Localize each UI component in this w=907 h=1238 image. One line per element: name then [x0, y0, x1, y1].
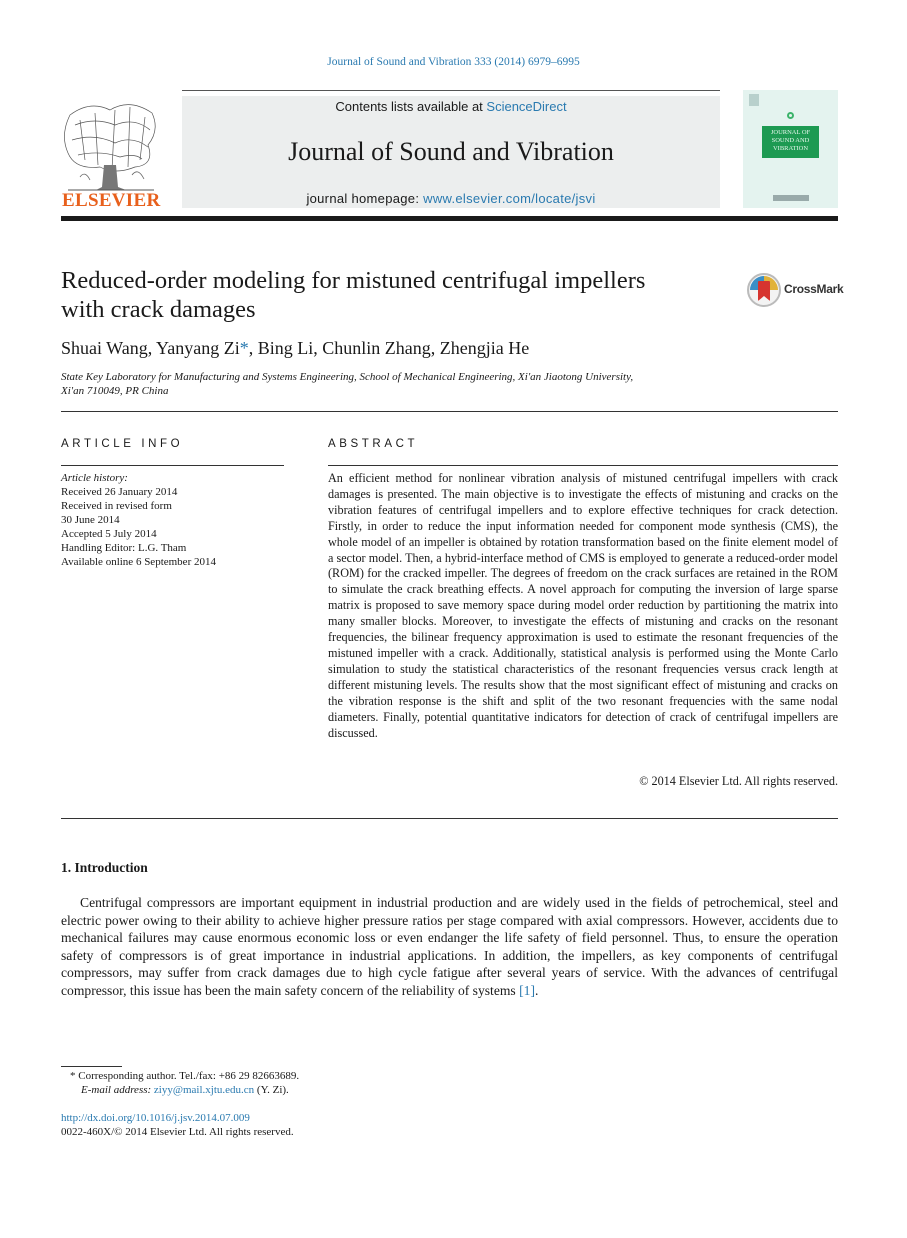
history-item: Available online 6 September 2014: [61, 556, 216, 568]
affiliation-line-2: Xi'an 710049, PR China: [61, 385, 169, 397]
title-line-1: Reduced-order modeling for mistuned centrifugal impellers: [61, 267, 646, 294]
article-title: [61, 266, 721, 324]
article-history: [61, 471, 286, 569]
introduction-paragraph: [61, 894, 838, 999]
email-suffix: (Y. Zi).: [254, 1084, 289, 1096]
affiliation-line-1: State Key Laboratory for Manufacturing and Systems Engineering, School of Mechanical Engineering, Xi'an Jiaotong University,: [61, 371, 634, 383]
introduction-end: .: [535, 982, 539, 998]
homepage-prefix: journal homepage:: [306, 191, 424, 206]
sciencedirect-link[interactable]: ScienceDirect: [486, 99, 567, 114]
header-thick-rule: [61, 216, 838, 221]
affiliation-rule: [61, 411, 838, 412]
corresponding-author-marker[interactable]: *: [239, 338, 249, 358]
introduction-heading: 1. Introduction: [61, 860, 148, 875]
authors-part-1: Shuai Wang, Yanyang Zi: [61, 338, 240, 358]
footnote: [70, 1069, 299, 1097]
elsevier-wordmark: ELSEVIER: [62, 190, 161, 211]
abstract-copyright: © 2014 Elsevier Ltd. All rights reserved.: [639, 774, 838, 788]
history-item: Accepted 5 July 2014: [61, 528, 157, 540]
introduction-text: Centrifugal compressors are important equipment in industrial production and are widely used in the fields of petrochemical, steel and electric power owing to their ability to achieve higher pressure ratios per stage compared with axial compressors. However, accidents due to mechanical failures may cause enormous economic loss or even endanger the life safety of field personnel. Thus, to ensure the operation safety of compressors is of great importance in industrial applications. In addition, the impellers, as key components of centrifugal compressors, may suffer from crack damages due to high cycle fatigue after several years of service. With the advances of centrifugal compressor, this issue has been the main safety concern of the reliability of systems: [61, 895, 838, 998]
footnote-rule: [61, 1066, 122, 1067]
abstract-heading: ABSTRACT: [328, 438, 419, 450]
history-item: Handling Editor: L.G. Tham: [61, 542, 187, 554]
cover-title-box: JOURNAL OF SOUND AND VIBRATION: [762, 126, 819, 158]
email-label: E-mail address:: [81, 1084, 154, 1096]
abstract-text: An efficient method for nonlinear vibration analysis of mistuned centrifugal impellers with crack damages is presented. The main objective is to investigate the effects of mistuning and cracks on the vibration features of centrifugal impellers and to explore effective techniques for crack detection. Firstly, in order to reduce the input information needed for component mode synthesis (CMS), the whole model of an impeller is obtained by rotation transformation based on the finite element model of a sector model. Then, a hybrid-interface method of CMS is employed to generate a reduced-order model (ROM) for the cracked impeller. The degrees of freedom on the crack surfaces are retained in the ROM to simulate the crack breathing effects. A novel approach for computing the inversion of large sparse matrix is proposed to save memory space during model order reduction by partitioning the matrix into many smaller blocks. Moreover, to investigate the effects of mistuning and cracks on the resonant frequencies, the bilinear frequency approximation is used to estimate the resonant frequencies of the mistuned impeller with a crack. Additionally, statistical analysis is performed using the Monte Carlo simulation to study the statistical characteristics of the resonant frequencies versus crack length at different mistuning levels. The results show that the most significant effect of mistuning and cracks on the vibration response is the shift and split of the two resonant frequencies with the same nodal diameters. Finally, potential quantitative indicators for detection of crack of centrifugal impellers are discussed.: [328, 471, 838, 740]
email-line: [70, 1083, 299, 1097]
crossmark-icon: [746, 272, 782, 308]
history-item: 30 June 2014: [61, 514, 120, 526]
cover-emblem-icon: [787, 112, 794, 119]
history-item: Received 26 January 2014: [61, 486, 178, 498]
history-label: Article history:: [61, 472, 128, 484]
authors-part-2: , Bing Li, Chunlin Zhang, Zhengjia He: [248, 338, 530, 358]
crossmark-label: CrossMark: [784, 282, 844, 296]
journal-cover-thumbnail[interactable]: [743, 90, 838, 208]
cover-top-mark: [749, 94, 759, 106]
abstract-rule: [328, 465, 838, 466]
title-line-2: with crack damages: [61, 296, 256, 323]
reference-link[interactable]: [1]: [519, 982, 535, 998]
contents-line: [182, 99, 720, 114]
article-info-rule: [61, 465, 284, 466]
abstract-end-rule: [61, 818, 838, 819]
article-info-heading: ARTICLE INFO: [61, 438, 184, 450]
journal-banner: [182, 96, 720, 208]
crossmark-badge[interactable]: [746, 272, 846, 308]
cover-publisher-mark: [773, 195, 809, 201]
header-rule: [182, 90, 720, 91]
author-list: [61, 338, 529, 359]
journal-name: Journal of Sound and Vibration: [288, 137, 614, 166]
homepage-link[interactable]: www.elsevier.com/locate/jsvi: [423, 191, 596, 206]
doi-link[interactable]: http://dx.doi.org/10.1016/j.jsv.2014.07.009: [61, 1112, 250, 1124]
homepage-line: [182, 191, 720, 206]
affiliation: [61, 370, 701, 398]
doi-block: [61, 1111, 294, 1139]
issn-copyright: 0022-460X/© 2014 Elsevier Ltd. All rights reserved.: [61, 1126, 294, 1138]
email-link[interactable]: ziyy@mail.xjtu.edu.cn: [153, 1084, 255, 1096]
corresponding-author-note: * Corresponding author. Tel./fax: +86 29 82663689.: [70, 1070, 300, 1082]
contents-prefix: Contents lists available at: [335, 99, 487, 114]
history-item: Received in revised form: [61, 500, 172, 512]
journal-citation[interactable]: Journal of Sound and Vibration 333 (2014) 6979–6995: [327, 56, 580, 68]
